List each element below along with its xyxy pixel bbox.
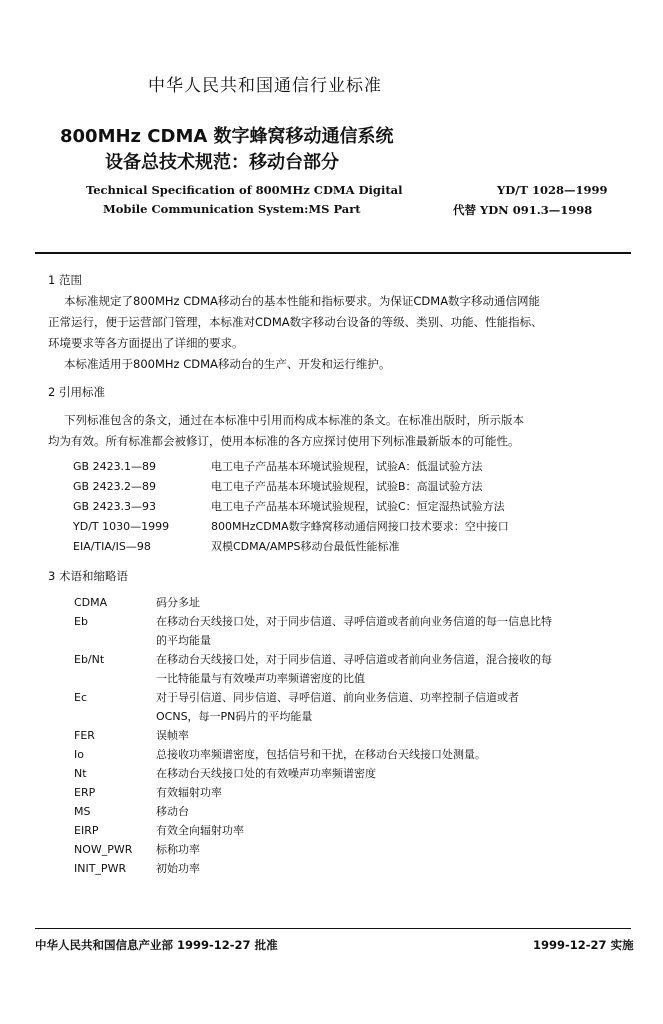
term-item [74, 859, 554, 878]
title-line-1: 800MHz CDMA 数字蜂窝移动通信系统 [60, 126, 394, 147]
section-heading-scope: 1 范围 [48, 273, 82, 287]
term-definition: 在移动台天线接口处，对于同步信道、寻呼信道或者前向业务信道，混合接收的每一比特能量与有效噪声功率频谱密度的比值 [156, 653, 552, 685]
term-abbr: FER [74, 729, 95, 742]
reference-title: 电工电子产品基本环境试验规程，试验A：低温试验方法 [211, 460, 483, 473]
issuing-body-header: 中华人民共和国通信行业标准 [148, 76, 382, 96]
reference-item [73, 497, 509, 517]
english-title-line-2: Mobile Communication System:MS Part [103, 202, 361, 216]
term-abbr: Eb/Nt [74, 653, 105, 666]
english-title-line-1: Technical Specification of 800MHz CDMA Digital [86, 183, 403, 197]
term-abbr: Ec [74, 691, 87, 704]
reference-title: 电工电子产品基本环境试验规程，试验B：高温试验方法 [211, 480, 483, 493]
approval-note: 中华人民共和国信息产业部 1999-12-27 批准 [35, 938, 278, 952]
reference-item [73, 477, 509, 497]
term-abbr: CDMA [74, 596, 108, 609]
reference-code: GB 2423.1—89 [73, 460, 157, 473]
term-item [74, 783, 554, 802]
reference-code: YD/T 1030—1999 [73, 520, 170, 533]
references-intro-line: 下列标准包含的条文，通过在本标准中引用而构成本标准的条文。在标准出版时，所示版本 [64, 413, 524, 427]
term-abbr: Nt [74, 767, 87, 780]
term-abbr: ERP [74, 786, 96, 799]
reference-code: GB 2423.3—93 [73, 500, 157, 513]
term-item [74, 840, 554, 859]
references-intro-line: 均为有效。所有标准都会被修订，使用本标准的各方应探讨使用下列标准最新版本的可能性。 [48, 434, 520, 448]
term-definition: 标称功率 [156, 843, 200, 856]
standard-number: YD/T 1028—1999 [497, 183, 608, 197]
term-definition: 误帧率 [156, 729, 189, 742]
scope-line: 本标准规定了800MHz CDMA移动台的基本性能和指标要求。为保证CDMA数字移动通信网能 [64, 294, 541, 308]
term-definition: 在移动台天线接口处的有效噪声功率频谱密度 [156, 767, 376, 780]
reference-title: 电工电子产品基本环境试验规程，试验C：恒定湿热试验方法 [211, 500, 505, 513]
replaces-standard: 代替 YDN 091.3—1998 [453, 203, 593, 217]
term-item [74, 612, 554, 650]
term-item [74, 650, 554, 688]
term-definition: 对于导引信道、同步信道、寻呼信道、前向业务信道、功率控制子信道或者OCNS，每一PN码片的平均能量 [156, 691, 519, 723]
section-heading-terms: 3 术语和缩略语 [48, 569, 128, 583]
title-line-2: 设备总技术规范：移动台部分 [105, 152, 339, 173]
footer-divider [35, 928, 631, 929]
scope-line: 正常运行，便于运营部门管理，本标准对CDMA数字移动台设备的等级、类别、功能、性能指标、 [48, 315, 543, 329]
term-definition: 有效辐射功率 [156, 786, 222, 799]
term-item [74, 688, 554, 726]
term-definition: 在移动台天线接口处，对于同步信道、寻呼信道或者前向业务信道的每一信息比特的平均能量 [156, 615, 552, 647]
term-item [74, 821, 554, 840]
term-abbr: MS [74, 805, 91, 818]
term-definition: 总接收功率频谱密度，包括信号和干扰，在移动台天线接口处测量。 [156, 748, 486, 761]
scope-text [48, 291, 638, 375]
reference-code: EIA/TIA/IS—98 [73, 540, 151, 553]
scope-line: 本标准适用于800MHz CDMA移动台的生产、开发和运行维护。 [64, 357, 391, 371]
terms-list [74, 593, 554, 878]
term-abbr: Eb [74, 615, 88, 628]
reference-item [73, 517, 509, 537]
term-item [74, 745, 554, 764]
title-divider [35, 252, 631, 254]
reference-title: 双模CDMA/AMPS移动台最低性能标准 [211, 540, 400, 553]
term-item [74, 764, 554, 783]
term-abbr: Io [74, 748, 84, 761]
term-definition: 移动台 [156, 805, 189, 818]
term-definition: 码分多址 [156, 596, 200, 609]
term-abbr: NOW_PWR [74, 843, 133, 856]
term-item [74, 593, 554, 612]
reference-item [73, 457, 509, 477]
term-definition: 初始功率 [156, 862, 200, 875]
reference-item [73, 537, 509, 557]
term-abbr: EIRP [74, 824, 99, 837]
term-abbr: INIT_PWR [74, 862, 127, 875]
scope-line: 环境要求等各方面提出了详细的要求。 [48, 336, 244, 350]
term-item [74, 802, 554, 821]
reference-list [73, 457, 509, 557]
reference-code: GB 2423.2—89 [73, 480, 157, 493]
reference-title: 800MHzCDMA数字蜂窝移动通信网接口技术要求：空中接口 [211, 520, 509, 533]
section-heading-references: 2 引用标准 [48, 385, 105, 399]
term-definition: 有效全向辐射功率 [156, 824, 244, 837]
references-intro [48, 410, 638, 452]
implementation-date: 1999-12-27 实施 [533, 938, 634, 952]
term-item [74, 726, 554, 745]
